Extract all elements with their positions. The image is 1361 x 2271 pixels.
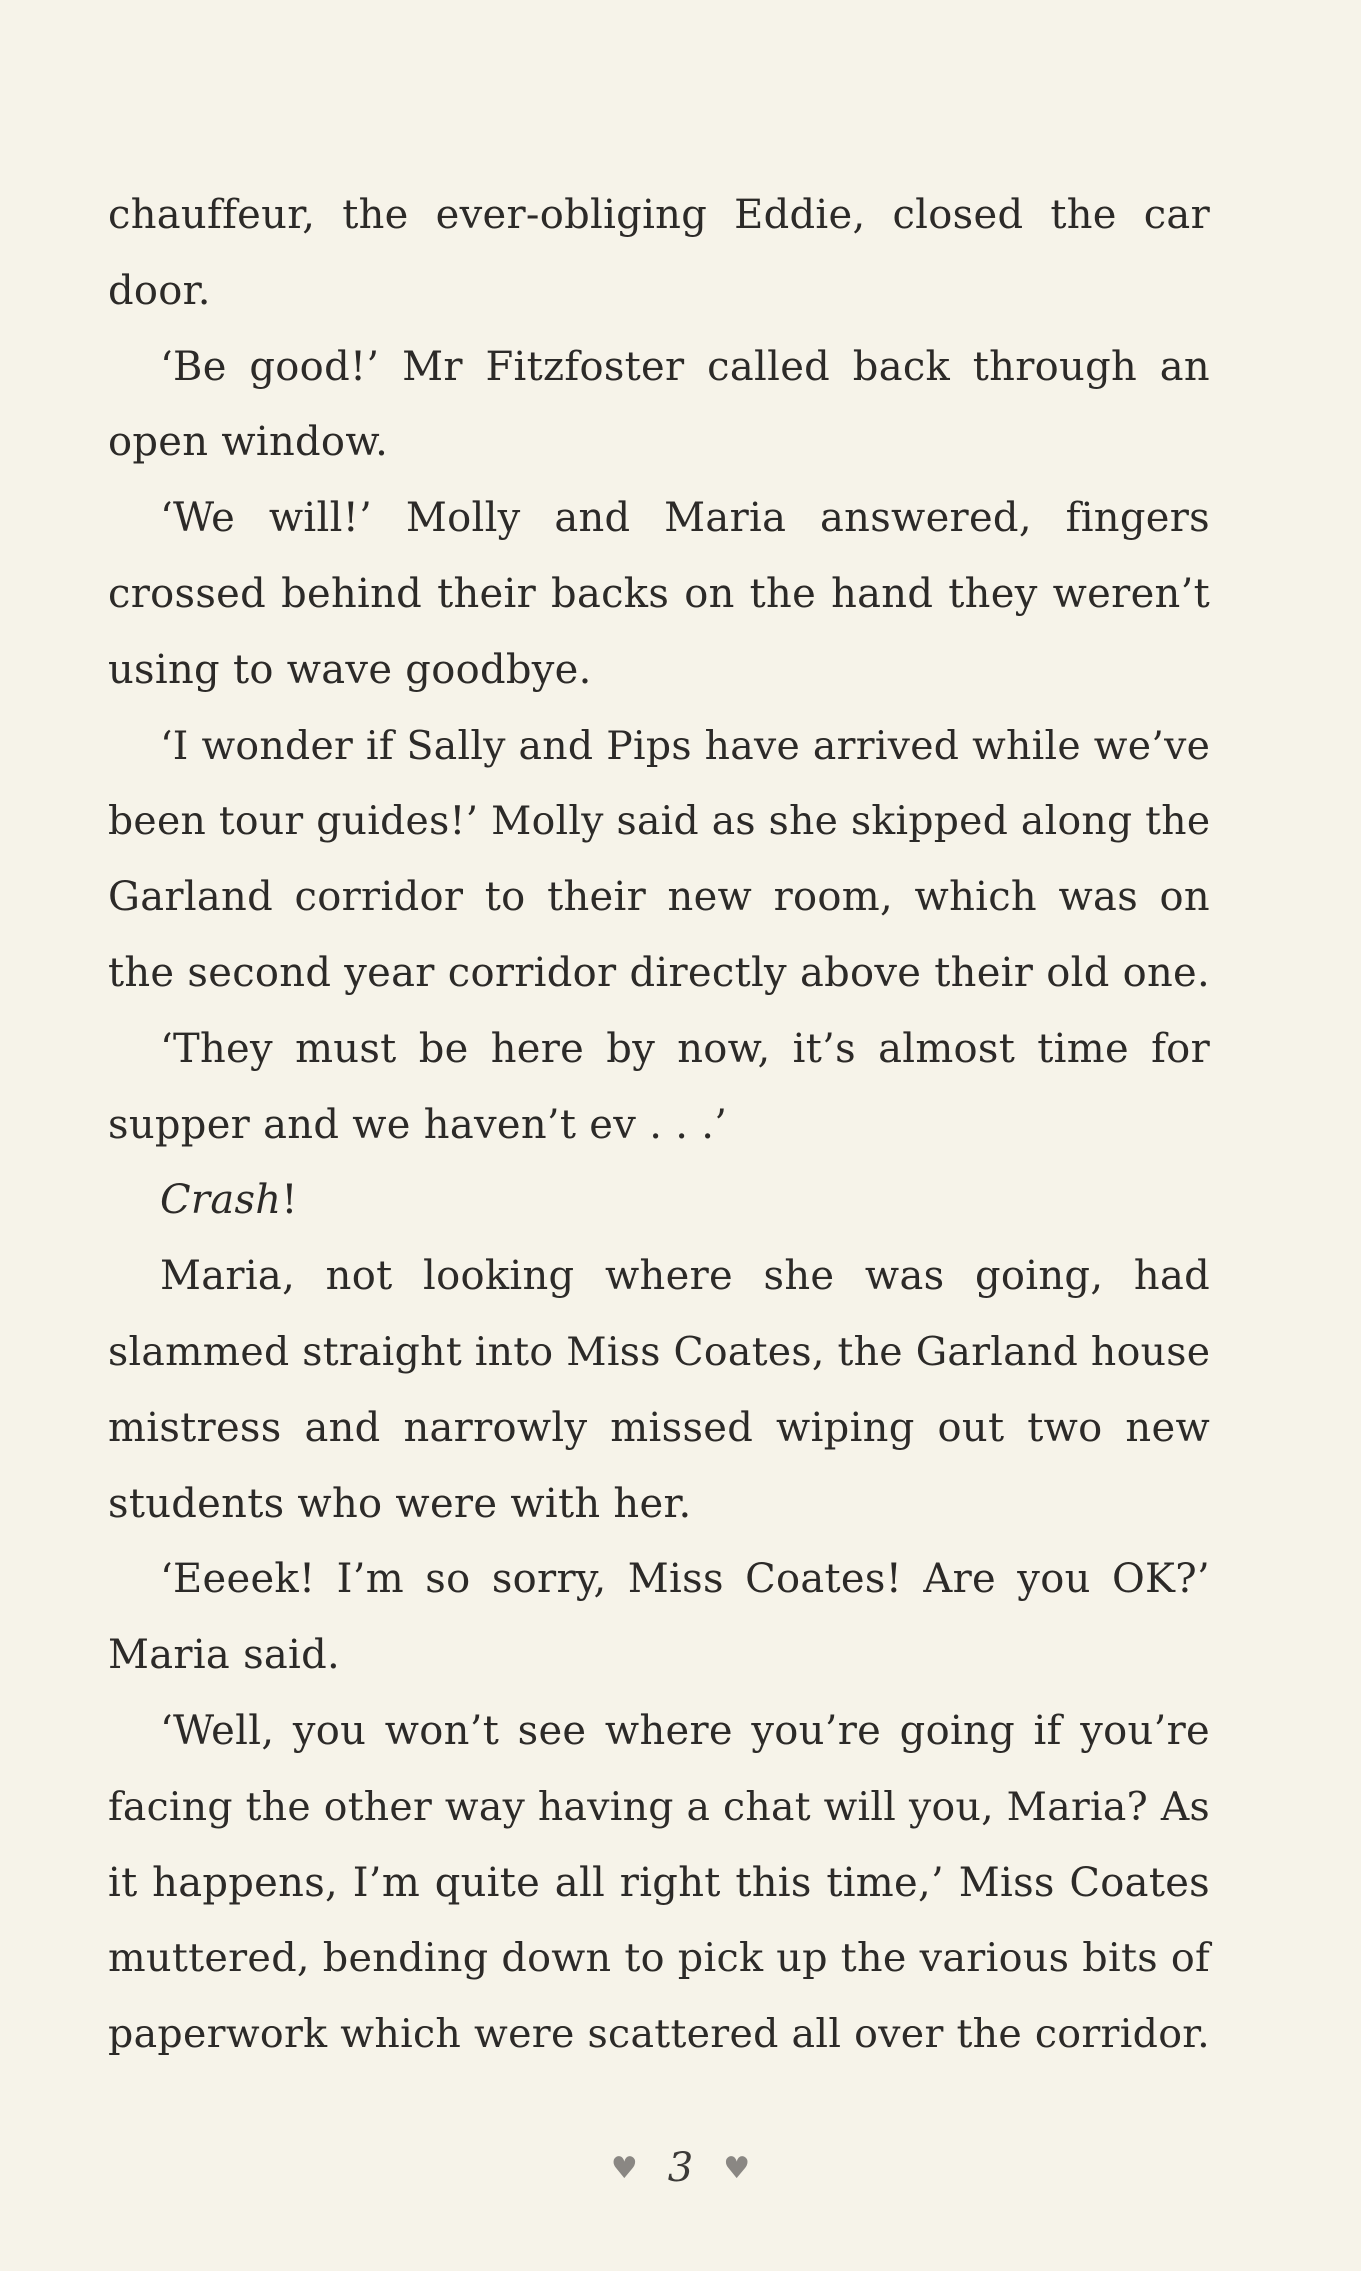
text-line [108,254,1210,330]
text-line [108,1921,1210,1997]
text-line-content: ‘Be good!’ Mr Fitzfoster called back through an [160,343,1210,390]
text-line-content: door. [108,267,211,314]
text-line [108,1467,1210,1543]
text-line [108,1618,1210,1694]
text-line-content: using to wave goodbye. [108,646,592,693]
text-line [108,1088,1210,1164]
body-text [108,178,1210,2073]
text-line [108,178,1210,254]
text-line-content: ‘Eeeek! I’m so sorry, Miss Coates! Are you OK?’ [160,1556,1210,1603]
text-line-content: ‘I wonder if Sally and Pips have arrived while we’ve [160,722,1211,769]
text-line [108,936,1210,1012]
text-line [108,481,1210,557]
page-footer [0,2138,1361,2198]
text-line [108,1997,1210,2073]
text-line-content: chauffeur, the ever-obliging Eddie, closed the car [108,192,1210,238]
text-line-content: Crash [160,1177,282,1224]
text-line-suffix: ! [281,1177,298,1224]
text-line [108,709,1210,785]
text-line [108,1770,1210,1846]
text-line-content: supper and we haven’t ev . . .’ [108,1101,728,1148]
text-line [108,1694,1210,1770]
text-line [108,1163,1210,1239]
text-line [108,860,1210,936]
text-line [108,784,1210,860]
text-line [108,1391,1210,1467]
text-line-content: muttered, bending down to pick up the various bits of [108,1935,1211,1982]
text-line-content: it happens, I’m quite all right this time,’ Miss Coates [108,1859,1210,1906]
text-line-content: open window. [108,419,389,466]
text-line [108,633,1210,709]
text-line-content: the second year corridor directly above their old one. [108,949,1211,996]
text-line [108,330,1210,406]
heart-icon: ♥ [723,2150,751,2186]
heart-icon: ♥ [610,2150,638,2186]
text-line-content: ‘We will!’ Molly and Maria answered, fingers [160,495,1210,542]
text-line-content: mistress and narrowly missed wiping out two new [108,1404,1210,1451]
text-line-content: ‘Well, you won’t see where you’re going if you’re [160,1707,1210,1754]
text-line [108,1315,1210,1391]
text-line-content: Maria, not looking where she was going, had [160,1253,1210,1300]
text-line [108,557,1210,633]
text-line-content: been tour guides!’ Molly said as she skipped along the [108,799,1211,845]
text-line [108,405,1210,481]
text-line [108,1239,1210,1315]
text-line-content: ‘They must be here by now, it’s almost time for [160,1025,1210,1072]
text-line-content: crossed behind their backs on the hand they weren’t [108,570,1210,617]
text-line-content: paperwork which were scattered all over the corridor. [108,2011,1210,2058]
text-line [108,1846,1210,1922]
page-number: 3 [667,2145,694,2191]
text-line-content: facing the other way having a chat will you, Maria? As [108,1784,1210,1830]
text-line-content: Maria said. [108,1632,341,1679]
text-line [108,1542,1210,1618]
text-line-content: students who were with her. [108,1480,692,1527]
text-line-content: Garland corridor to their new room, which was on [108,874,1210,921]
text-line-content: slammed straight into Miss Coates, the Garland house [108,1328,1211,1375]
text-line [108,1012,1210,1088]
